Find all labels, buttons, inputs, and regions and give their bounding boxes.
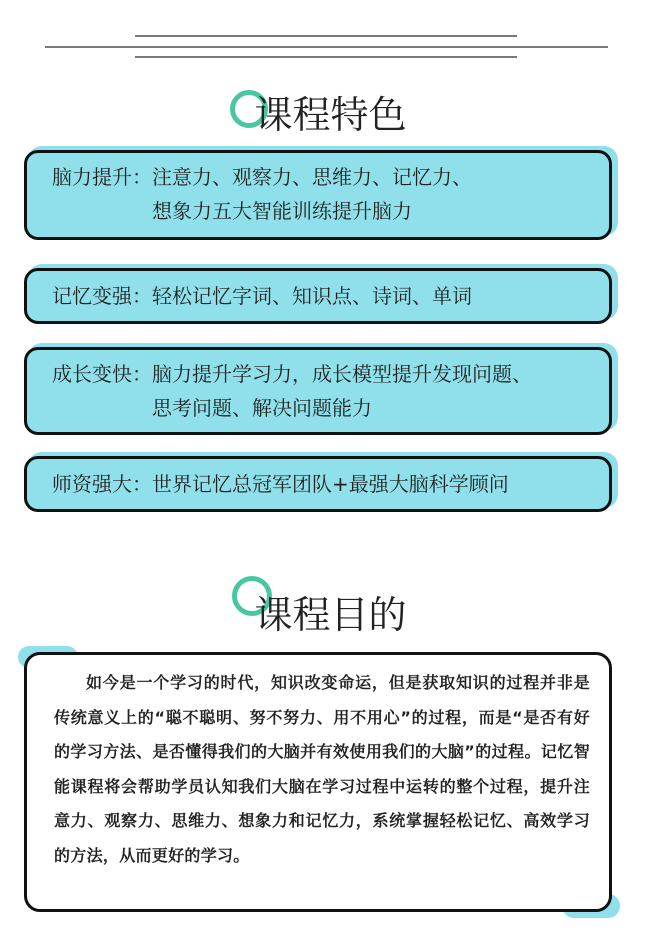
feature-line: 注意力、观察力、思维力、记忆力、 <box>152 165 472 189</box>
feature-text <box>152 357 606 425</box>
card-content <box>52 150 606 240</box>
feature-label: 师资强大： <box>52 472 152 496</box>
feature-label: 脑力提升： <box>52 165 152 189</box>
top-rule-lower <box>135 56 517 58</box>
feature-text <box>152 160 606 228</box>
feature-card-memory <box>24 268 612 324</box>
feature-label: 成长变快： <box>52 362 152 386</box>
section2-title: 课程目的 <box>254 593 407 637</box>
feature-line: 思考问题、解决问题能力 <box>152 396 372 420</box>
feature-card-teachers <box>24 456 612 512</box>
card-content <box>52 456 606 512</box>
feature-line: 轻松记忆字词、知识点、诗词、单词 <box>152 284 472 308</box>
feature-text <box>152 467 606 501</box>
top-rule-middle <box>45 46 608 48</box>
feature-line: 想象力五大智能训练提升脑力 <box>152 199 412 223</box>
feature-line: 世界记忆总冠军团队+最强大脑科学顾问 <box>152 472 509 496</box>
feature-label: 记忆变强： <box>52 284 152 308</box>
section2-heading <box>0 593 661 637</box>
section1-title: 课程特色 <box>254 93 407 137</box>
purpose-paragraph: 如今是一个学习的时代，知识改变命运，但是获取知识的过程并非是传统意义上的“聪不聪明、努不努力、用不用心”的过程，而是“是否有好的学习方法、是否懂得我们的大脑并有效使用我们的大脑”的过程。记忆智能课程将会帮助学员认知我们大脑在学习过程中运转的整个过程，提升注意力、观察力、思维力、想象力和记忆力，系统掌握轻松记忆、高效学习的方法，从而更好的学习。 <box>54 673 590 865</box>
feature-text <box>152 279 606 313</box>
card-content <box>52 347 606 435</box>
feature-card-growth <box>24 347 612 435</box>
feature-card-brainpower <box>24 150 612 240</box>
top-rule-upper <box>135 35 517 37</box>
section1-heading <box>0 93 661 137</box>
purpose-panel <box>24 652 612 912</box>
feature-line: 脑力提升学习力，成长模型提升发现问题、 <box>152 362 532 386</box>
card-content <box>52 268 606 324</box>
